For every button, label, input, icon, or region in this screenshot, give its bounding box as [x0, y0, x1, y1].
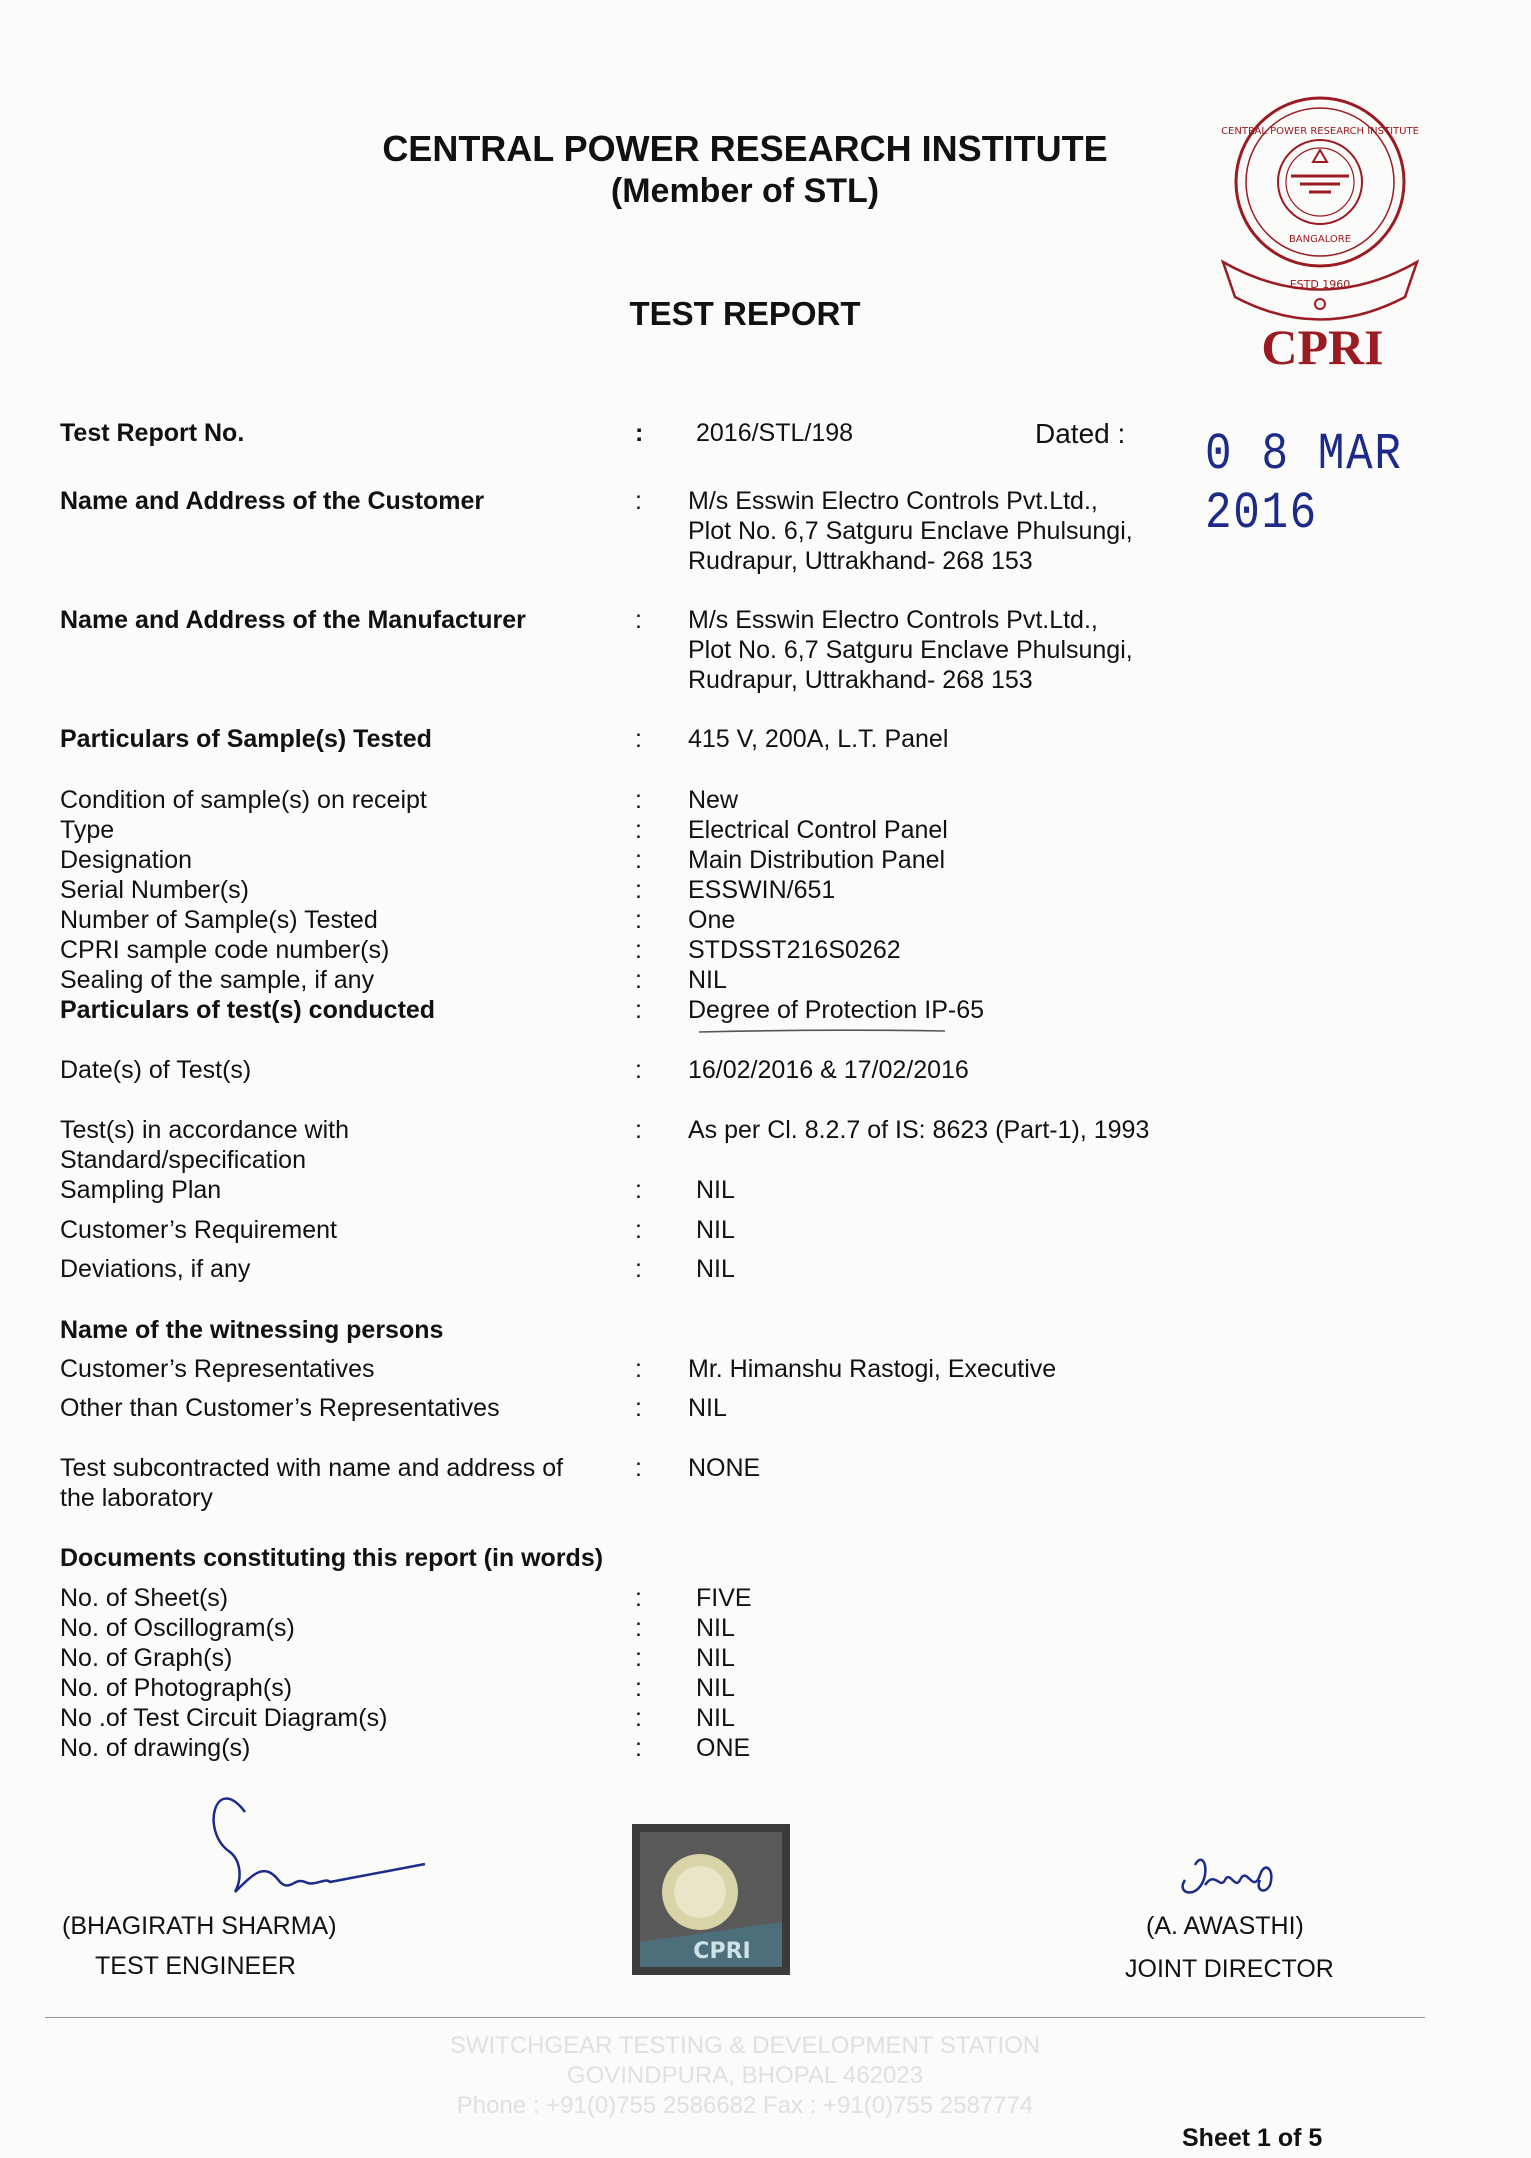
colon: :: [635, 906, 642, 934]
field-value: NONE: [688, 1454, 761, 1482]
director-title: JOINT DIRECTOR: [1125, 1955, 1334, 1983]
field-label: Sampling Plan: [60, 1176, 222, 1204]
field-value: Degree of Protection IP-65: [688, 996, 984, 1024]
colon: :: [635, 1584, 642, 1612]
footer-contact: Phone : +91(0)755 2586682 Fax : +91(0)755 2587774: [456, 2092, 1034, 2119]
colon: :: [635, 876, 642, 904]
field-label: Condition of sample(s) on receipt: [60, 786, 427, 814]
colon: :: [635, 1614, 642, 1642]
member-subtitle: (Member of STL): [610, 172, 880, 210]
cpri-brand-text: CPRI: [1261, 319, 1384, 375]
field-value: FIVE: [696, 1584, 752, 1612]
engineer-title: TEST ENGINEER: [95, 1952, 296, 1980]
field-value: NIL: [696, 1216, 735, 1244]
field-value: NIL: [696, 1644, 735, 1672]
colon: :: [635, 725, 642, 753]
field-label: Customer’s Representatives: [60, 1355, 375, 1383]
field-value: As per Cl. 8.2.7 of IS: 8623 (Part-1), 1993: [688, 1116, 1150, 1144]
field-value: ONE: [696, 1734, 751, 1762]
colon: :: [635, 996, 642, 1024]
colon: :: [635, 1454, 642, 1482]
field-label: Other than Customer’s Representatives: [60, 1394, 500, 1422]
field-value: NIL: [696, 1704, 735, 1732]
field-label: Date(s) of Test(s): [60, 1056, 252, 1084]
footer-rule: [45, 2017, 1425, 2018]
field-value: NIL: [696, 1176, 735, 1204]
report-number-label: Test Report No.: [60, 419, 245, 447]
field-value: 16/02/2016 & 17/02/2016: [688, 1056, 969, 1084]
colon: :: [635, 606, 642, 634]
field-label: Particulars of test(s) conducted: [60, 996, 436, 1024]
hologram-text: CPRI: [693, 1939, 751, 1964]
footer-station: SWITCHGEAR TESTING & DEVELOPMENT STATION: [449, 2032, 1041, 2059]
footer-address: GOVINDPURA, BHOPAL 462023: [566, 2062, 924, 2089]
colon: :: [635, 1056, 642, 1084]
field-label: Name and Address of the Customer: [60, 487, 485, 515]
field-value: NIL: [696, 1255, 735, 1283]
field-value: Main Distribution Panel: [688, 846, 946, 874]
colon: :: [635, 816, 642, 844]
field-label: No .of Test Circuit Diagram(s): [60, 1704, 388, 1732]
field-label: No. of Photograph(s): [60, 1674, 293, 1702]
field-label: No. of Oscillogram(s): [60, 1614, 295, 1642]
sheet-number: Sheet 1 of 5: [1182, 2124, 1323, 2152]
field-label: Serial Number(s): [60, 876, 249, 904]
dated-label: Dated :: [1035, 418, 1126, 449]
field-value: Mr. Himanshu Rastogi, Executive: [688, 1355, 1057, 1383]
field-label: Designation: [60, 846, 193, 874]
field-label: Test(s) in accordance with Standard/specification: [60, 1116, 350, 1174]
colon: :: [635, 1176, 642, 1204]
seal-city-text: BANGALORE: [1288, 234, 1352, 245]
director-name: (A. AWASTHI): [1146, 1912, 1304, 1940]
colon: :: [635, 1216, 642, 1244]
field-value: NIL: [688, 966, 727, 994]
field-value: STDSST216S0262: [688, 936, 901, 964]
cpri-seal-logo: [1205, 92, 1435, 332]
colon: :: [635, 936, 642, 964]
hologram-seal: [630, 1822, 792, 1977]
colon: :: [635, 1704, 642, 1732]
field-value: 415 V, 200A, L.T. Panel: [688, 725, 949, 753]
documents-heading-text: Documents constituting this report (in words): [60, 1544, 604, 1572]
field-label: Number of Sample(s) Tested: [60, 906, 378, 934]
date-stamp: 0 8 MAR 2016: [1205, 425, 1403, 543]
field-label: Particulars of Sample(s) Tested: [60, 725, 432, 753]
field-value: NIL: [688, 1394, 727, 1422]
report-title: TEST REPORT: [629, 295, 861, 332]
field-label: Customer’s Requirement: [60, 1216, 337, 1244]
field-value: ESSWIN/651: [688, 876, 836, 904]
field-label: No. of Graph(s): [60, 1644, 233, 1672]
field-label: CPRI sample code number(s): [60, 936, 390, 964]
colon: :: [635, 1674, 642, 1702]
seal-estd-text: ESTD 1960: [1289, 278, 1351, 291]
field-label: Sealing of the sample, if any: [60, 966, 375, 994]
witness-heading-text: Name of the witnessing persons: [60, 1316, 444, 1344]
engineer-name: (BHAGIRATH SHARMA): [62, 1912, 337, 1940]
colon: :: [635, 1355, 642, 1383]
colon: :: [635, 1255, 642, 1283]
pen-underline-stroke: [697, 1028, 947, 1034]
field-value: One: [688, 906, 736, 934]
colon: :: [635, 786, 642, 814]
field-value: Electrical Control Panel: [688, 816, 948, 844]
field-value: New: [688, 786, 739, 814]
colon: :: [635, 1734, 642, 1762]
field-value: NIL: [696, 1674, 735, 1702]
director-signature: [1165, 1835, 1295, 1915]
field-label: Deviations, if any: [60, 1255, 251, 1283]
field-label: Test subcontracted with name and address of the laboratory: [60, 1454, 564, 1512]
field-value: NIL: [696, 1614, 735, 1642]
field-value: M/s Esswin Electro Controls Pvt.Ltd., Plot No. 6,7 Satguru Enclave Phulsungi, Rudrapur, Uttrakhand- 268 153: [688, 487, 1133, 575]
report-number-value: 2016/STL/198: [696, 419, 854, 447]
colon: :: [635, 1394, 642, 1422]
colon: :: [635, 1644, 642, 1672]
colon: :: [635, 846, 642, 874]
field-label: Name and Address of the Manufacturer: [60, 606, 526, 634]
engineer-signature: [195, 1782, 435, 1912]
colon: :: [635, 966, 642, 994]
field-value: M/s Esswin Electro Controls Pvt.Ltd., Plot No. 6,7 Satguru Enclave Phulsungi, Rudrapur, Uttrakhand- 268 153: [688, 606, 1133, 694]
institute-title: CENTRAL POWER RESEARCH INSTITUTE: [382, 128, 1108, 169]
colon: :: [635, 487, 642, 515]
field-label: No. of Sheet(s): [60, 1584, 229, 1612]
colon: :: [635, 419, 644, 447]
colon: :: [635, 1116, 642, 1144]
field-label: No. of drawing(s): [60, 1734, 251, 1762]
seal-ring-text: CENTRAL POWER RESEARCH INSTITUTE: [1221, 126, 1419, 137]
field-label: Type: [60, 816, 115, 844]
